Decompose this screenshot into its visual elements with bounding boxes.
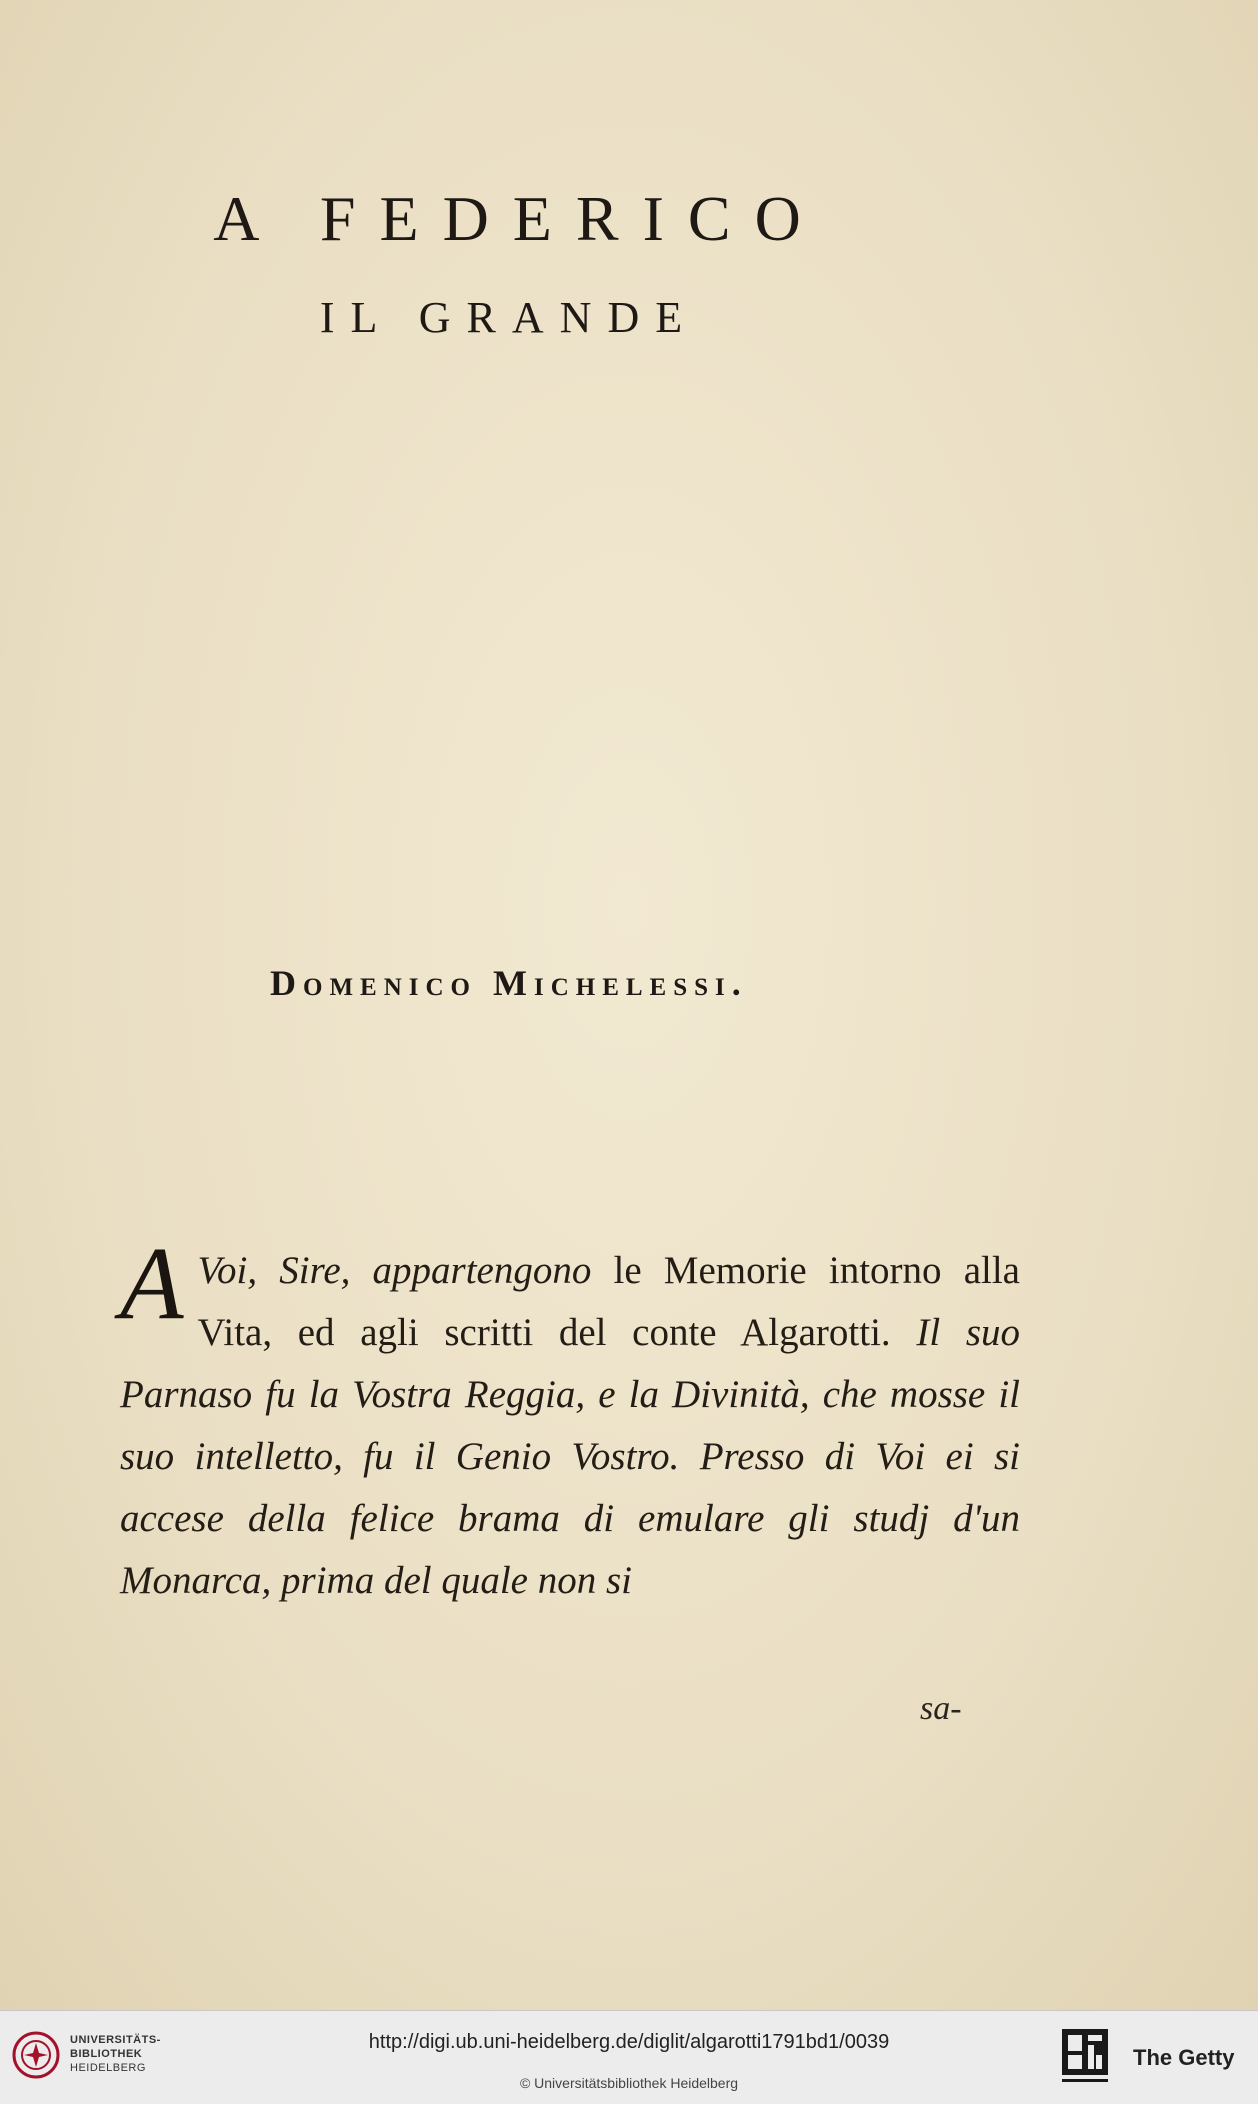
title-line-1: A FEDERICO xyxy=(213,183,825,254)
title-line-2: IL GRANDE xyxy=(319,293,699,342)
library-name: UNIVERSITÄTS- BIBLIOTHEK HEIDELBERG xyxy=(70,2034,161,2074)
author-name: Domenico Michelessi. xyxy=(270,963,748,1003)
permalink-url[interactable]: http://digi.ub.uni-heidelberg.de/diglit/algarotti1791bd1/0039 xyxy=(368,2031,890,2053)
catchword: sa- xyxy=(920,1690,962,1727)
getty-logo-icon xyxy=(1062,2029,1108,2089)
body-segment: Voi, Sire, appartengono xyxy=(197,1249,614,1292)
body-text xyxy=(120,1226,1021,1612)
drop-cap: A xyxy=(120,1226,184,1341)
body-segment: Il suo Parnaso fu la Vostra Reggia, e la Divinità, che mosse il suo intelletto, fu il Genio Vostro. Presso di Voi ei si accese della felice brama di emulare gli studj d'un Monarca, prima del quale non si xyxy=(120,1311,1021,1602)
sponsor-name: The Getty xyxy=(1133,2045,1235,2070)
footer-bar xyxy=(0,2010,1258,2104)
body-segment: le Memorie intorno alla Vita, ed agli scritti del conte Algarotti. xyxy=(197,1249,1020,1354)
copyright-notice: © Universitätsbibliothek Heidelberg xyxy=(519,2075,739,2091)
